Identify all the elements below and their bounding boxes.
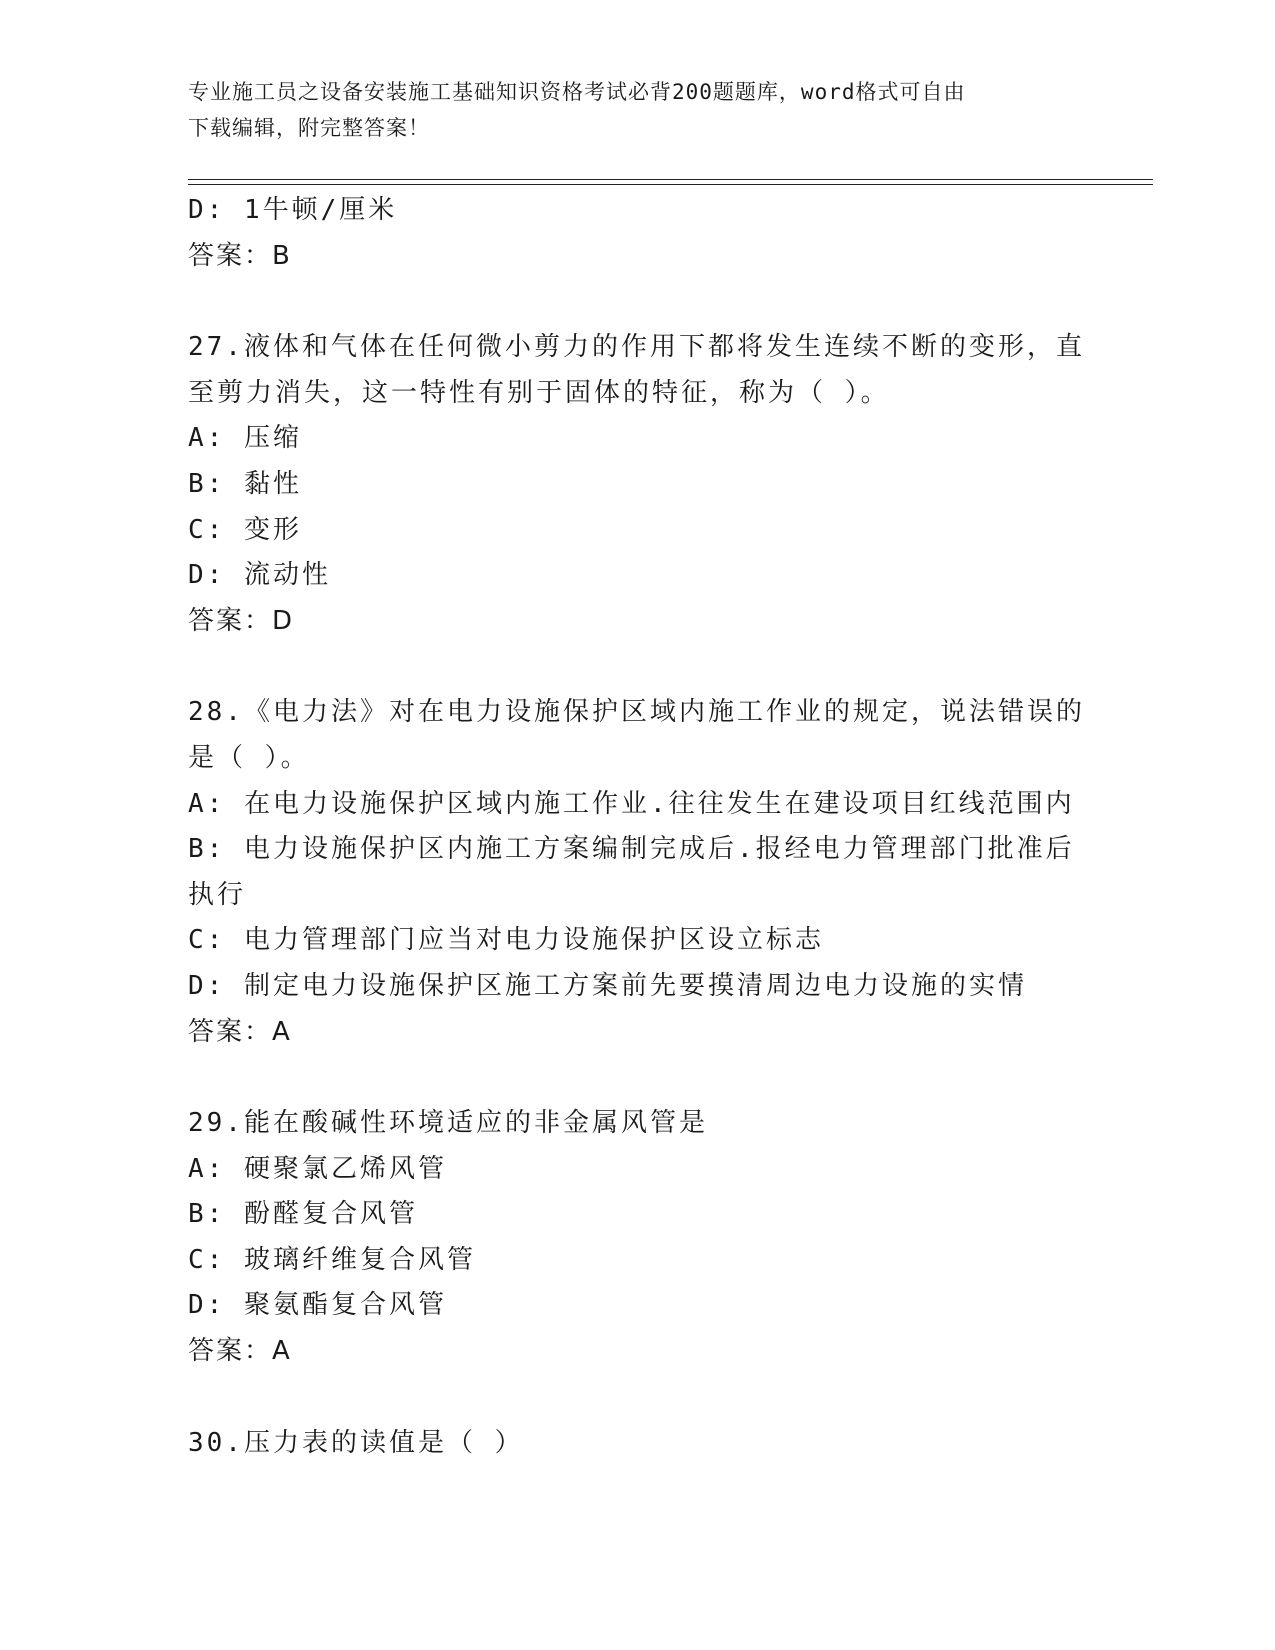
option-b-cont: 执行: [188, 879, 247, 910]
answer: 答案：A: [188, 1336, 292, 1367]
option-b: B: 电力设施保护区内施工方案编制完成后.报经电力管理部门批准后: [188, 834, 1075, 865]
question-29: [188, 1101, 1148, 1375]
question-26-fragment: [188, 188, 1148, 279]
question-stem: 27.液体和气体在任何微小剪力的作用下都将发生连续不断的变形，直: [188, 332, 1085, 363]
header-line-1: 专业施工员之设备安装施工基础知识资格考试必背200题题库，word格式可自由: [188, 80, 966, 104]
document-body: [188, 188, 1148, 1466]
question-stem: 30.压力表的读值是（ ）: [188, 1427, 524, 1458]
option-b: B: 酚醛复合风管: [188, 1199, 418, 1230]
option-c: C: 电力管理部门应当对电力设施保护区设立标志: [188, 925, 824, 956]
option-a: A: 压缩: [188, 423, 302, 454]
header-rule-bottom: [188, 184, 1153, 185]
option-b: B: 黏性: [188, 468, 302, 499]
answer: 答案：A: [188, 1016, 292, 1047]
question-28: [188, 690, 1148, 1055]
page-header: [188, 74, 1088, 146]
option-a: A: 在电力设施保护区域内施工作业.往往发生在建设项目红线范围内: [188, 788, 1075, 819]
option-c: C: 变形: [188, 514, 302, 545]
header-line-2: 下载编辑，附完整答案！: [188, 116, 430, 140]
question-stem-cont: 至剪力消失，这一特性有别于固体的特征，称为（ ）。: [188, 377, 890, 408]
option-a: A: 硬聚氯乙烯风管: [188, 1153, 447, 1184]
question-stem: 28.《电力法》对在电力设施保护区域内施工作业的规定，说法错误的: [188, 697, 1085, 728]
question-27: [188, 325, 1148, 644]
option-d: D: 1牛顿/厘米: [188, 195, 398, 225]
question-stem-cont: 是（ ）。: [188, 742, 310, 773]
option-d: D: 聚氨酯复合风管: [188, 1290, 447, 1321]
question-stem: 29.能在酸碱性环境适应的非金属风管是: [188, 1108, 708, 1139]
answer: 答案：B: [188, 240, 292, 271]
header-rule-top: [188, 179, 1153, 180]
option-d: D: 制定电力设施保护区施工方案前先要摸清周边电力设施的实情: [188, 970, 1027, 1001]
option-c: C: 玻璃纤维复合风管: [188, 1244, 476, 1275]
option-d: D: 流动性: [188, 560, 331, 591]
answer: 答案：D: [188, 605, 295, 636]
question-30: [188, 1421, 1148, 1467]
